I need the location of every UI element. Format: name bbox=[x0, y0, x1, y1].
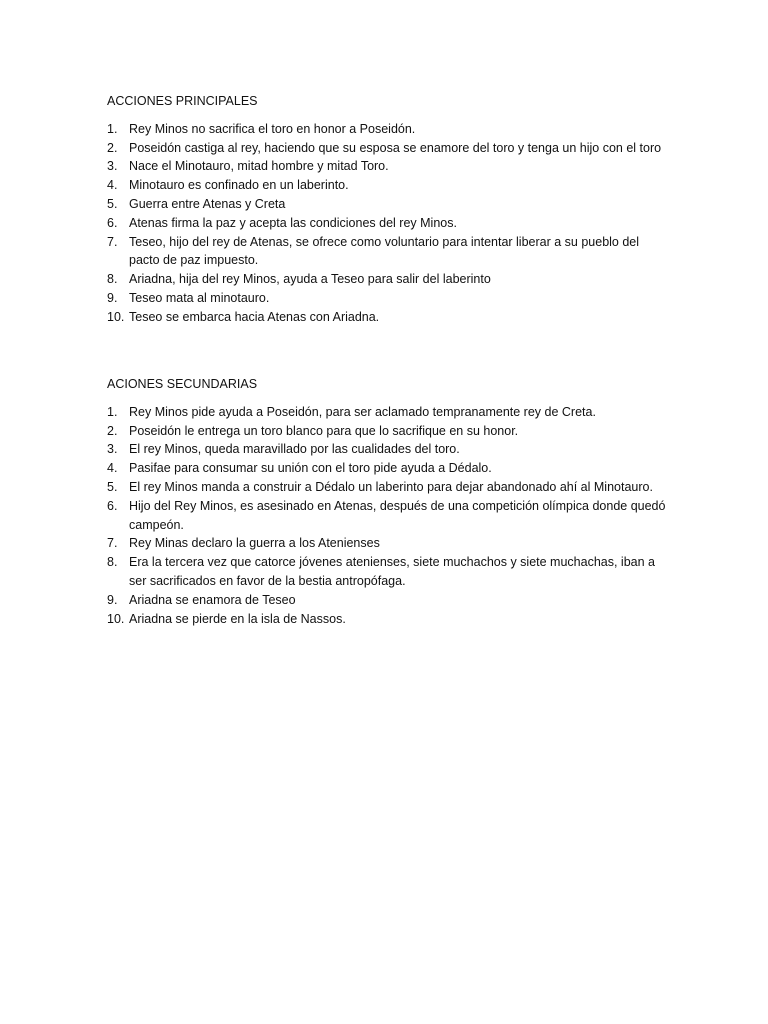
section-heading: ACIONES SECUNDARIAS bbox=[107, 377, 258, 391]
item-number: 6. bbox=[107, 215, 118, 230]
item-number: 10. bbox=[107, 611, 125, 626]
acciones-principales-section bbox=[107, 92, 667, 327]
item-text: Nace el Minotauro, mitad hombre y mitad Toro. bbox=[129, 159, 389, 174]
list-item bbox=[107, 214, 667, 233]
list-item bbox=[107, 195, 667, 214]
item-number: 3. bbox=[107, 442, 118, 457]
list-item bbox=[107, 440, 667, 459]
list-item bbox=[107, 534, 667, 553]
item-text: El rey Minos manda a construir a Dédalo un laberinto para dejar abandonado ahí al Minotauro. bbox=[129, 479, 653, 494]
principales-list bbox=[107, 120, 667, 327]
list-item bbox=[107, 591, 667, 610]
item-number: 8. bbox=[107, 555, 118, 570]
item-number: 4. bbox=[107, 178, 118, 193]
item-text: Ariadna se pierde en la isla de Nassos. bbox=[129, 611, 346, 626]
list-item bbox=[107, 176, 667, 195]
list-item bbox=[107, 459, 667, 478]
item-text: Atenas firma la paz y acepta las condiciones del rey Minos. bbox=[129, 215, 457, 230]
list-item bbox=[107, 478, 667, 497]
list-item bbox=[107, 270, 667, 289]
item-text: Ariadna se enamora de Teseo bbox=[129, 592, 296, 607]
item-number: 2. bbox=[107, 140, 118, 155]
item-text: Ariadna, hija del rey Minos, ayuda a Teseo para salir del laberinto bbox=[129, 272, 491, 287]
section-heading: ACCIONES PRINCIPALES bbox=[107, 94, 258, 108]
item-text: Rey Minas declaro la guerra a los Atenienses bbox=[129, 536, 380, 551]
item-text: Rey Minos no sacrifica el toro en honor a Poseidón. bbox=[129, 121, 416, 136]
item-text: Poseidón castiga al rey, haciendo que su esposa se enamore del toro y tenga un hijo con el toro bbox=[129, 140, 662, 155]
item-number: 4. bbox=[107, 461, 118, 476]
item-text: Teseo mata al minotauro. bbox=[129, 290, 270, 305]
item-text: Poseidón le entrega un toro blanco para que lo sacrifique en su honor. bbox=[129, 423, 519, 438]
item-number: 6. bbox=[107, 498, 118, 513]
item-number: 8. bbox=[107, 272, 118, 287]
item-text: Pasifae para consumar su unión con el toro pide ayuda a Dédalo. bbox=[129, 461, 492, 476]
secundarias-list bbox=[107, 403, 667, 629]
list-item bbox=[107, 289, 667, 308]
acciones-secundarias-section bbox=[107, 375, 667, 628]
item-number: 2. bbox=[107, 423, 118, 438]
item-text: Guerra entre Atenas y Creta bbox=[129, 196, 286, 211]
item-number: 5. bbox=[107, 479, 118, 494]
item-number: 10. bbox=[107, 309, 125, 324]
item-text: El rey Minos, queda maravillado por las cualidades del toro. bbox=[129, 442, 460, 457]
item-text: Era la tercera vez que catorce jóvenes atenienses, siete muchachos y siete muchachas, iban a ser sacrificados en favor de la bestia antropófaga. bbox=[129, 555, 655, 588]
item-number: 1. bbox=[107, 404, 118, 419]
item-number: 5. bbox=[107, 196, 118, 211]
item-number: 1. bbox=[107, 121, 118, 136]
list-item bbox=[107, 308, 667, 327]
item-text: Rey Minos pide ayuda a Poseidón, para ser aclamado tempranamente rey de Creta. bbox=[129, 404, 596, 419]
item-text: Teseo se embarca hacia Atenas con Ariadna. bbox=[129, 309, 380, 324]
list-item bbox=[107, 553, 667, 591]
item-number: 7. bbox=[107, 234, 118, 249]
list-item bbox=[107, 497, 667, 535]
item-number: 9. bbox=[107, 592, 118, 607]
item-text: Teseo, hijo del rey de Atenas, se ofrece como voluntario para intentar liberar a su pueblo del pacto de paz impuesto. bbox=[129, 234, 640, 268]
item-number: 7. bbox=[107, 536, 118, 551]
list-item bbox=[107, 157, 667, 176]
item-text: Hijo del Rey Minos, es asesinado en Atenas, después de una competición olímpica donde quedó campeón. bbox=[129, 498, 666, 532]
list-item bbox=[107, 610, 667, 629]
list-item bbox=[107, 403, 667, 422]
list-item bbox=[107, 233, 667, 271]
list-item bbox=[107, 139, 667, 158]
item-number: 9. bbox=[107, 290, 118, 305]
list-item bbox=[107, 120, 667, 139]
item-text: Minotauro es confinado en un laberinto. bbox=[129, 178, 349, 193]
list-item bbox=[107, 422, 667, 441]
item-number: 3. bbox=[107, 159, 118, 174]
